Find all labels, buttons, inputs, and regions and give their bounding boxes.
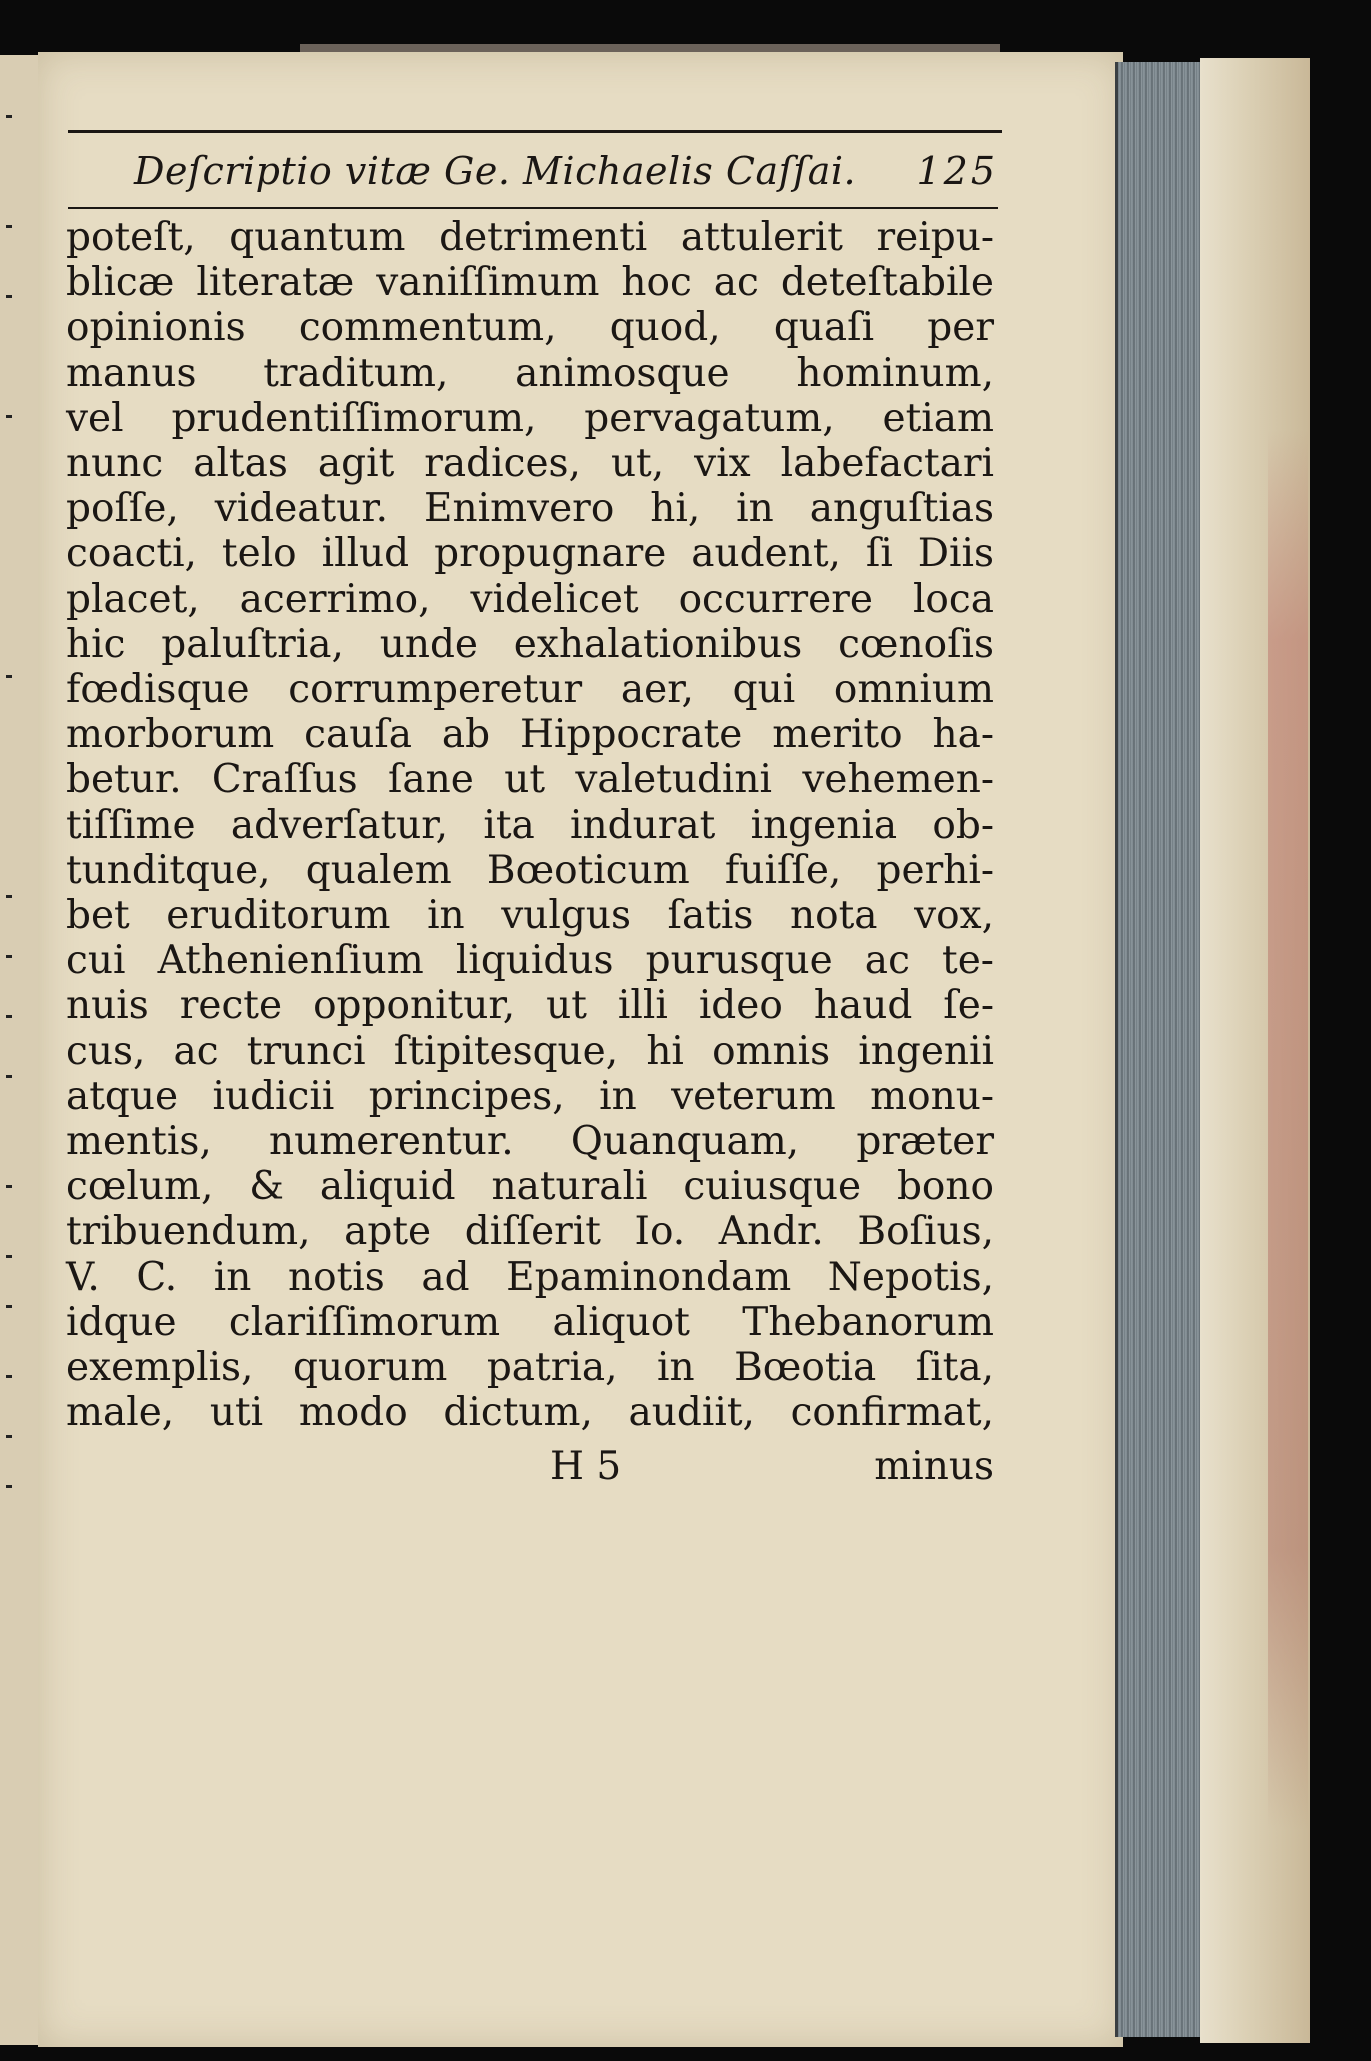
print-mark bbox=[6, 955, 12, 958]
text-line: nunc altas agit radices, ut, vix labefactari bbox=[66, 441, 994, 487]
text-line: betur. Craſſus ſane ut valetudini vehemen- bbox=[66, 757, 994, 803]
text-line: tribuendum, apte diſſerit Io. Andr. Boſius, bbox=[66, 1209, 994, 1255]
text-line: hic paluſtria, unde exhalationibus cœnoſis bbox=[66, 621, 994, 667]
print-mark bbox=[6, 895, 12, 898]
text-line: morborum cauſa ab Hippocrate merito ha- bbox=[66, 712, 994, 758]
signature-mark: H 5 bbox=[550, 1444, 622, 1490]
text-line: cus, ac trunci ſtipitesque, hi omnis ingenii bbox=[66, 1028, 994, 1074]
text-line: blicæ literatæ vaniſſimum hoc ac deteſtabile bbox=[66, 260, 994, 306]
text-line: tiſſime adverſatur, ita indurat ingenia ob- bbox=[66, 802, 994, 848]
print-mark bbox=[6, 1305, 12, 1308]
text-line: exemplis, quorum patria, in Bœotia ſita, bbox=[66, 1345, 994, 1391]
print-mark bbox=[6, 115, 12, 118]
text-line: idque clariſſimorum aliquot Thebanorum bbox=[66, 1299, 994, 1345]
print-mark bbox=[6, 1255, 12, 1258]
print-mark bbox=[6, 1485, 12, 1488]
print-mark bbox=[6, 1075, 12, 1078]
print-mark bbox=[6, 225, 12, 228]
previous-page-edge bbox=[0, 55, 42, 2045]
print-mark bbox=[6, 1435, 12, 1438]
page-number: 125 bbox=[916, 149, 998, 193]
print-mark bbox=[6, 1015, 12, 1018]
page-text bbox=[64, 130, 1002, 1495]
text-line: vel prudentiſſimorum, pervagatum, etiam bbox=[66, 395, 994, 441]
text-line: mentis, numerentur. Quanquam, præter bbox=[66, 1119, 994, 1165]
print-mark bbox=[6, 295, 12, 298]
running-head-title: Deſcriptio vitæ Ge. Michaelis Caſſai. bbox=[134, 149, 857, 193]
text-line: fœdisque corrumperetur aer, qui omnium bbox=[66, 667, 994, 713]
page-stack-edges bbox=[1115, 62, 1206, 2037]
fore-edge-stain bbox=[1268, 430, 1308, 1830]
text-line: coacti, telo illud propugnare audent, ſi Diis bbox=[66, 531, 994, 577]
text-line: male, uti modo dictum, audiit, confirmat, bbox=[66, 1390, 994, 1436]
text-line: V. C. in notis ad Epaminondam Nepotis, bbox=[66, 1254, 994, 1300]
text-line: cui Athenienſium liquidus purusque ac te- bbox=[66, 938, 994, 984]
text-line: placet, acerrimo, videlicet occurrere loca bbox=[66, 576, 994, 622]
text-line: poſſe, videatur. Enimvero hi, in anguſtias bbox=[66, 486, 994, 532]
print-mark bbox=[6, 675, 12, 678]
text-line: poteſt, quantum detrimenti attulerit reipu- bbox=[66, 215, 994, 260]
page-footer bbox=[64, 1439, 994, 1495]
running-head bbox=[64, 139, 1002, 207]
print-mark bbox=[6, 1375, 12, 1378]
text-line: tunditque, qualem Bœoticum fuiſſe, perhi- bbox=[66, 847, 994, 893]
print-mark bbox=[6, 415, 12, 418]
body-text bbox=[64, 215, 1002, 1435]
text-line: atque iudicii principes, in veterum monu- bbox=[66, 1073, 994, 1119]
text-line: nuis recte opponitur, ut illi ideo haud ſe- bbox=[66, 983, 994, 1029]
head-rule-top bbox=[68, 130, 1002, 133]
print-mark bbox=[6, 1185, 12, 1188]
text-line: cœlum, & aliquid naturali cuiusque bono bbox=[66, 1164, 994, 1210]
text-line: bet eruditorum in vulgus ſatis nota vox, bbox=[66, 893, 994, 939]
text-line: manus traditum, animosque hominum, bbox=[66, 350, 994, 396]
head-rule-bottom bbox=[68, 207, 998, 209]
footer-spacer bbox=[66, 1439, 386, 1495]
catchword: minus bbox=[874, 1444, 994, 1490]
text-line: opinionis commentum, quod, quaſi per bbox=[66, 305, 994, 351]
